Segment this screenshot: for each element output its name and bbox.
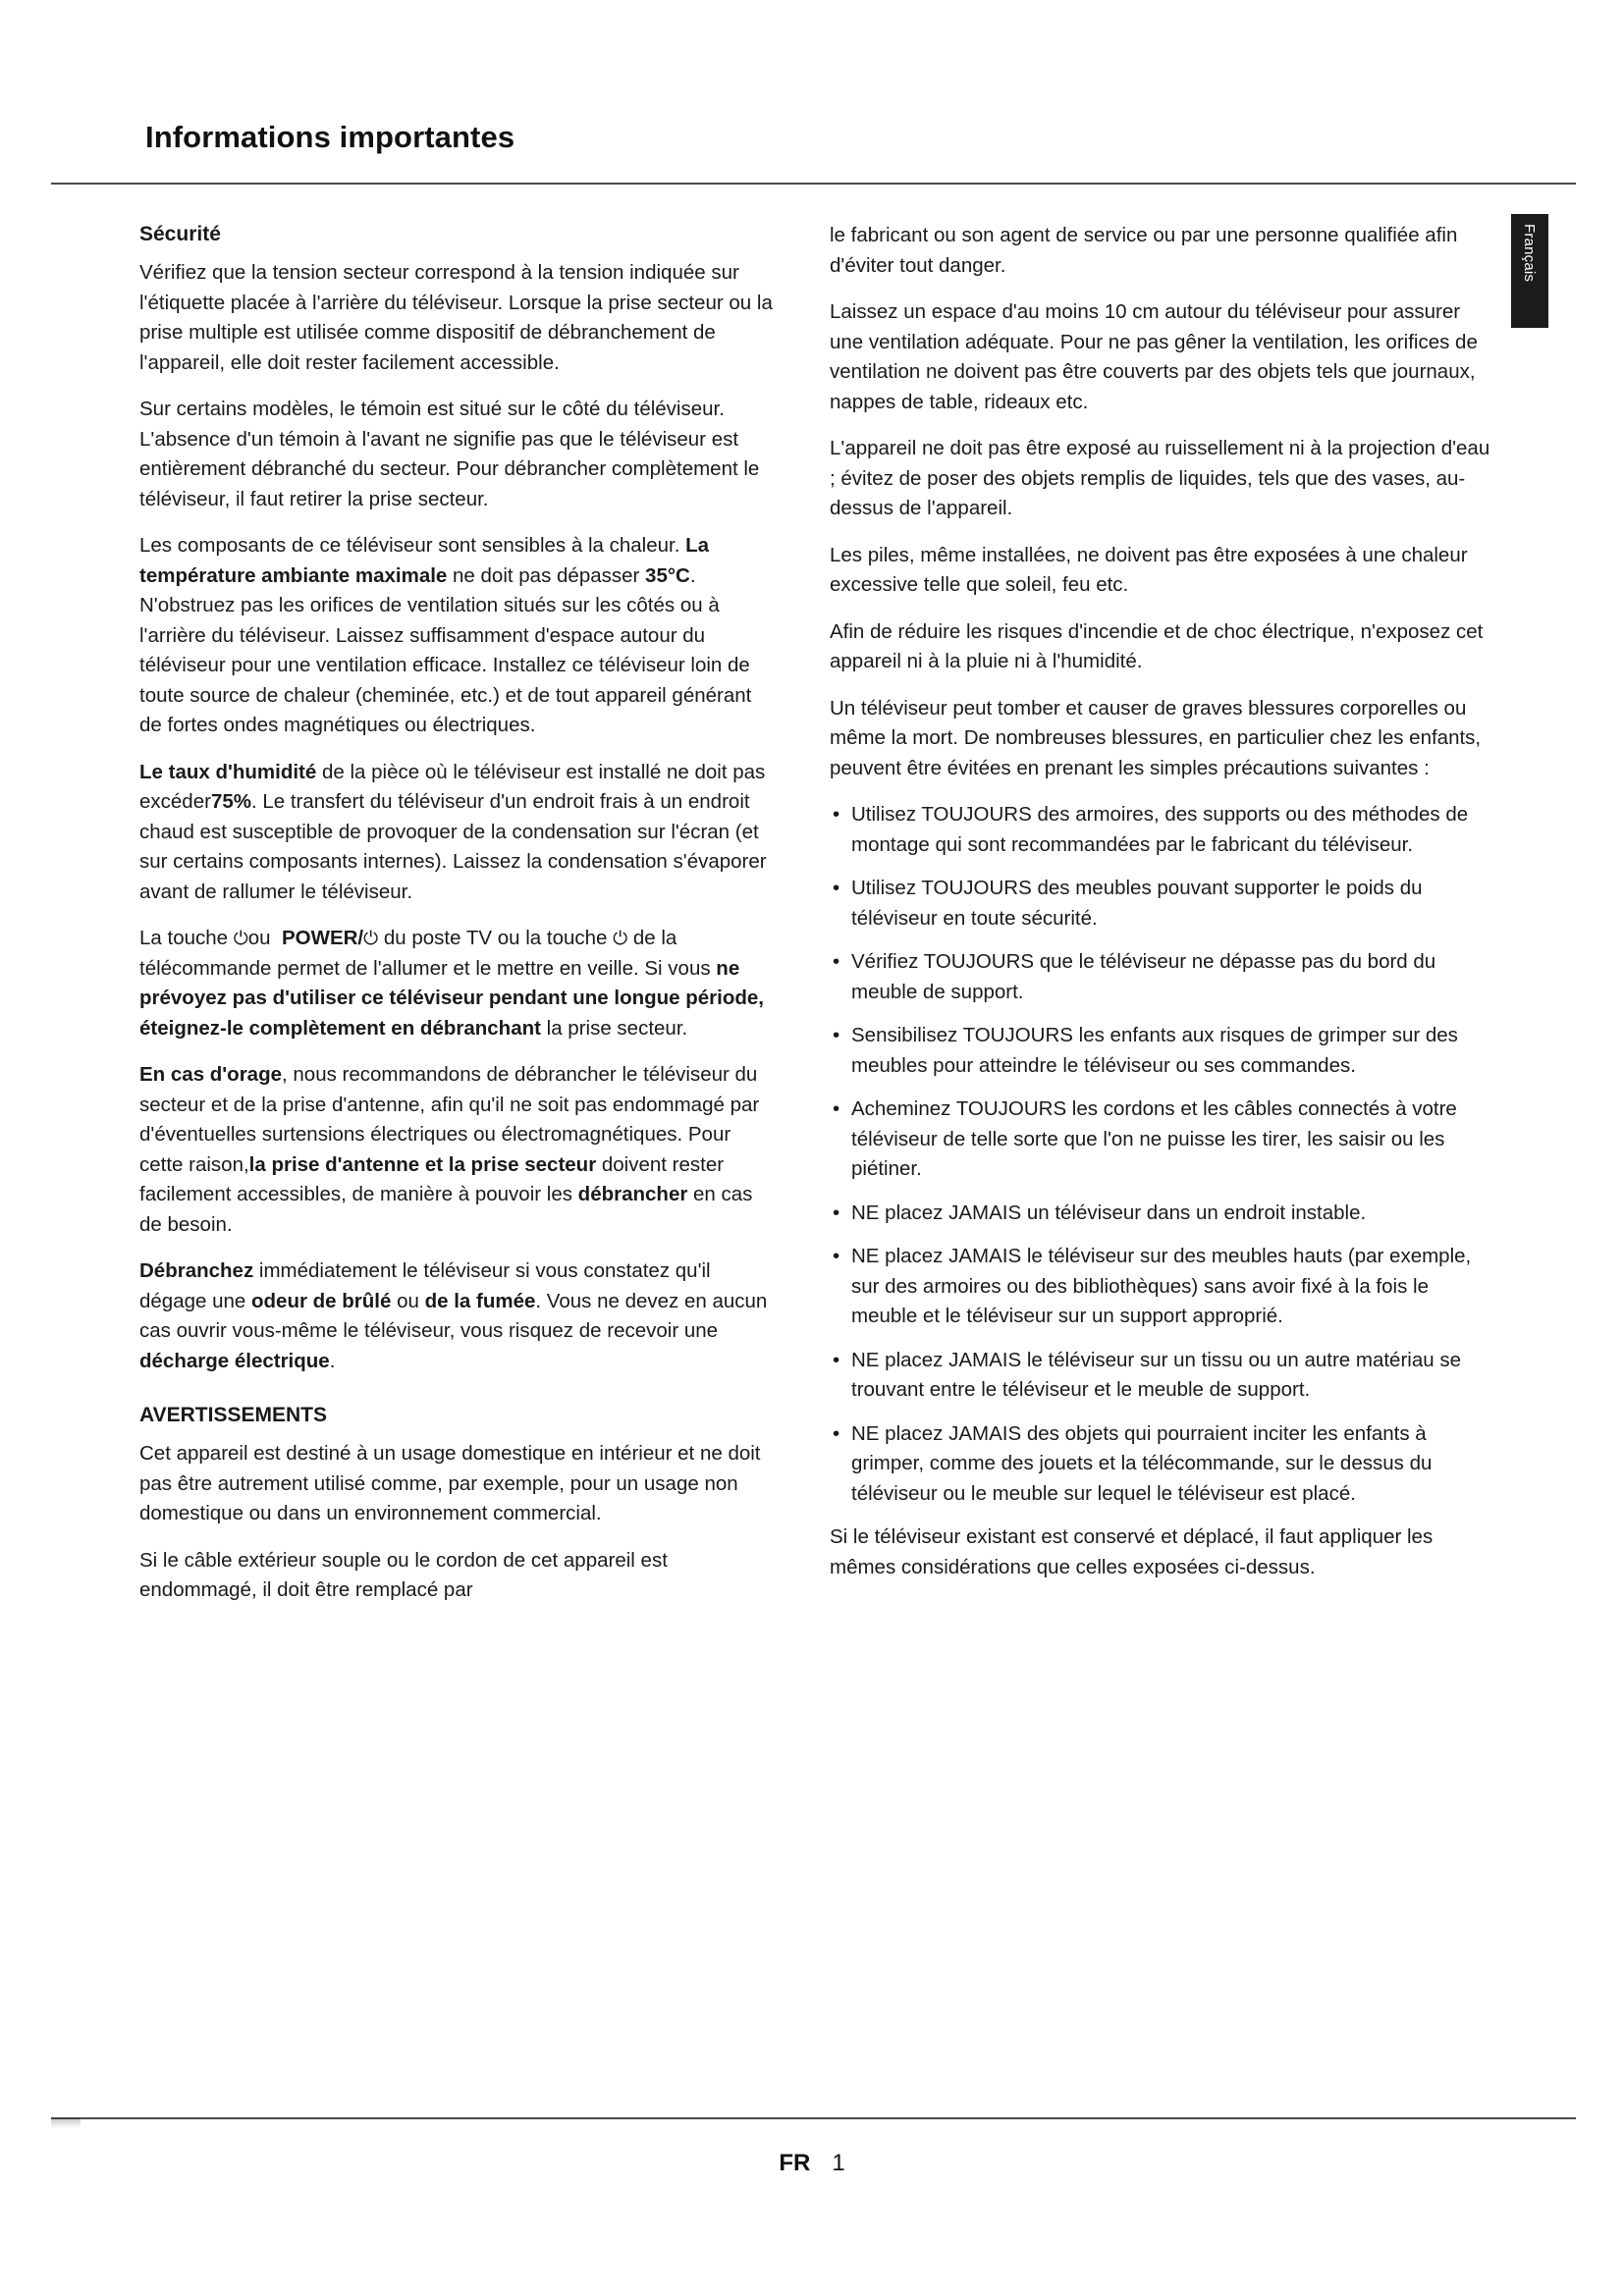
left-column [139, 221, 778, 1623]
paragraph-water: L'appareil ne doit pas être exposé au ruissellement ni à la projection d'eau ; évitez de poser des objets remplis de liquides, tels que des vases, au-dessus de l'appareil. [830, 437, 1490, 519]
footer-locale: FR [779, 2150, 811, 2176]
heading-avertissements: AVERTISSEMENTS [139, 1404, 327, 1426]
power-icon: ⏻ [233, 928, 248, 949]
unplug-bold-2: odeur de brûlé [251, 1289, 392, 1312]
power-text-1: La touche [139, 927, 234, 949]
heading-securite: Sécurité [139, 223, 221, 245]
list-item: • NE placez JAMAIS le téléviseur sur des meubles hauts (par exemple, sur des armoires ou des bibliothèques) sans avoir fixé à la fois le meuble et le téléviseur sur un support approprié. [830, 1242, 1490, 1332]
power-text-4: de la télécommande permet de l'allumer et le mettre en veille. Si vous [139, 927, 717, 980]
paragraph-tipover: Un téléviseur peut tomber et causer de graves blessures corporelles ou même la mort. De nombreuses blessures, en particulier chez les enfants, peuvent être évitées en prenant les simples précautions suivantes : [830, 696, 1482, 779]
heat-text-1: Les composants de ce téléviseur sont sensibles à la chaleur. [139, 534, 686, 557]
power-text-5: la prise secteur. [540, 1016, 688, 1040]
paragraph-heat [139, 531, 778, 741]
paragraph-voltage: Vérifiez que la tension secteur correspond à la tension indiquée sur l'étiquette placée à l'arrière du téléviseur. Lorsque la prise secteur ou la prise multiple est utilisée comme dispositif de débranchement de l'appareil, elle doit rester facilement accessible. [139, 261, 773, 374]
paragraph-clearance: Laissez un espace d'au moins 10 cm autour du téléviseur pour assurer une ventilation adéquate. Pour ne pas gêner la ventilation, les orifices de ventilation ne doivent pas être couverts par des objets tels que journaux, nappes de table, rideaux etc. [830, 300, 1478, 413]
power-icon-2: ⏻ [363, 928, 379, 949]
humidity-bold-2: 75% [210, 790, 251, 813]
paragraph-indicator: Sur certains modèles, le témoin est situé sur le côté du téléviseur. L'absence d'un témoin à l'avant ne signifie pas que le téléviseur est entièrement débranché du secteur. Pour débrancher complètement le téléviseur, il faut retirer la prise secteur. [139, 398, 760, 510]
power-text-3: du poste TV ou la touche [378, 927, 614, 949]
paragraph-power [139, 924, 778, 1043]
list-item: • Vérifiez TOUJOURS que le téléviseur ne dépasse pas du bord du meuble de support. [830, 947, 1490, 1007]
unplug-bold-1: Débranchez [139, 1259, 254, 1282]
list-item: • NE placez JAMAIS des objets qui pourraient inciter les enfants à grimper, comme des jouets et la télécommande, sur le dessus du téléviseur ou le meuble sur lequel le téléviseur est placé. [830, 1419, 1490, 1510]
power-bold-2: ne prévoyez pas d'utiliser ce téléviseur pendant une longue période, éteignez-le complètement en débranchant [139, 956, 764, 1040]
heat-bold-2: 35°C [645, 563, 690, 587]
list-item: • Acheminez TOUJOURS les cordons et les câbles connectés à votre téléviseur de telle sorte que l'on ne puisse les tirer, les saisir ou les piétiner. [830, 1095, 1490, 1185]
list-item: • Utilisez TOUJOURS des meubles pouvant supporter le poids du téléviseur en toute sécurité. [830, 874, 1490, 934]
list-item: • NE placez JAMAIS le téléviseur sur un tissu ou un autre matériau se trouvant entre le téléviseur et le meuble de support. [830, 1346, 1490, 1406]
power-bold-label: POWER/ [281, 927, 364, 949]
storm-text-3: en cas de besoin. [139, 1183, 753, 1236]
paragraph-damaged-cord: Si le câble extérieur souple ou le cordon de cet appareil est endommagé, il doit être remplacé par [139, 1548, 668, 1601]
humidity-text-1: de la pièce où le téléviseur est installé ne doit pas excéder [139, 760, 766, 813]
storm-bold-2: la prise d'antenne et la prise secteur [248, 1152, 597, 1176]
unplug-text-3: . Vous ne devez en aucun cas ouvrir vous-même le téléviseur, vous risquez de recevoir une [139, 1289, 768, 1342]
unplug-bold-4: décharge électrique [139, 1349, 330, 1372]
list-item: • Sensibilisez TOUJOURS les enfants aux risques de grimper sur des meubles pour atteindre le téléviseur ou ses commandes. [830, 1021, 1490, 1081]
heat-text-3: . N'obstruez pas les orifices de ventilation situés sur les côtés ou à l'arrière du téléviseur. Laissez suffisamment d'espace autour du téléviseur pour une ventilation efficace. Installez ce téléviseur loin de toute source de chaleur (cheminée, etc.) et de tout appareil générant de fortes ondes magnétiques ou électriques. [139, 563, 752, 736]
heat-text-2: ne doit pas dépasser [447, 563, 646, 587]
paragraph-manufacturer: le fabricant ou son agent de service ou par une personne qualifiée afin d'éviter tout danger. [830, 224, 1458, 277]
storm-text-2: doivent rester facilement accessibles, de manière à pouvoir les [139, 1152, 725, 1205]
list-item: • Utilisez TOUJOURS des armoires, des supports ou des méthodes de montage qui sont recommandées par le fabricant du téléviseur. [830, 800, 1490, 860]
page-number: 1 [832, 2150, 845, 2176]
header-divider [51, 183, 1576, 185]
unplug-text-1: immédiatement le téléviseur si vous constatez qu'il dégage une [139, 1259, 711, 1312]
paragraph-batteries: Les piles, même installées, ne doivent pas être exposées à une chaleur excessive telle que soleil, feu etc. [830, 543, 1468, 596]
paragraph-unplug [139, 1256, 778, 1376]
list-item: • NE placez JAMAIS un téléviseur dans un endroit instable. [830, 1199, 1490, 1229]
heat-bold-1: La température ambiante maximale [139, 534, 710, 587]
page-title: Informations importantes [145, 120, 515, 154]
unplug-text-2: ou [391, 1289, 425, 1312]
language-tab [1511, 214, 1548, 328]
humidity-text-2: . Le transfert du téléviseur d'un endroit frais à un endroit chaud est susceptible de provoquer de la condensation sur l'écran (et sur certains composants internes). Laissez la condensation s'évaporer avant de rallumer le téléviseur. [139, 790, 767, 903]
power-text-2: ou [247, 927, 277, 949]
footer [0, 2150, 1624, 2177]
right-column [830, 221, 1490, 1599]
paragraph-humidity [139, 758, 778, 908]
humidity-bold-1: Le taux d'humidité [139, 760, 317, 783]
unplug-text-4: . [329, 1349, 336, 1372]
storm-bold-1: En cas d'orage [139, 1063, 283, 1086]
paragraph-fire-shock: Afin de réduire les risques d'incendie et de choc électrique, n'exposez cet appareil ni à la pluie ni à l'humidité. [830, 619, 1484, 672]
power-icon-3: ⏻ [613, 928, 628, 949]
paragraph-storm [139, 1060, 778, 1240]
storm-text-1: , nous recommandons de débrancher le téléviseur du secteur et de la prise d'antenne, afin qu'il ne soit pas endommagé par d'éventuelles surtensions électriques ou électromagnétiques. Pour cette raison, [139, 1063, 760, 1176]
precautions-list [830, 800, 1490, 1509]
page-edge-shadow [51, 2118, 81, 2128]
paragraph-domestic-use: Cet appareil est destiné à un usage domestique en intérieur et ne doit pas être autrement utilisé comme, par exemple, pour un usage non domestique ou dans un environnement commercial. [139, 1442, 761, 1524]
storm-bold-3: débrancher [577, 1183, 688, 1205]
footer-divider [51, 2117, 1576, 2119]
language-tab-label: Français [1521, 224, 1538, 283]
unplug-bold-3: de la fumée [424, 1289, 536, 1312]
paragraph-closing: Si le téléviseur existant est conservé et déplacé, il faut appliquer les mêmes considérations que celles exposées ci-dessus. [830, 1525, 1434, 1578]
